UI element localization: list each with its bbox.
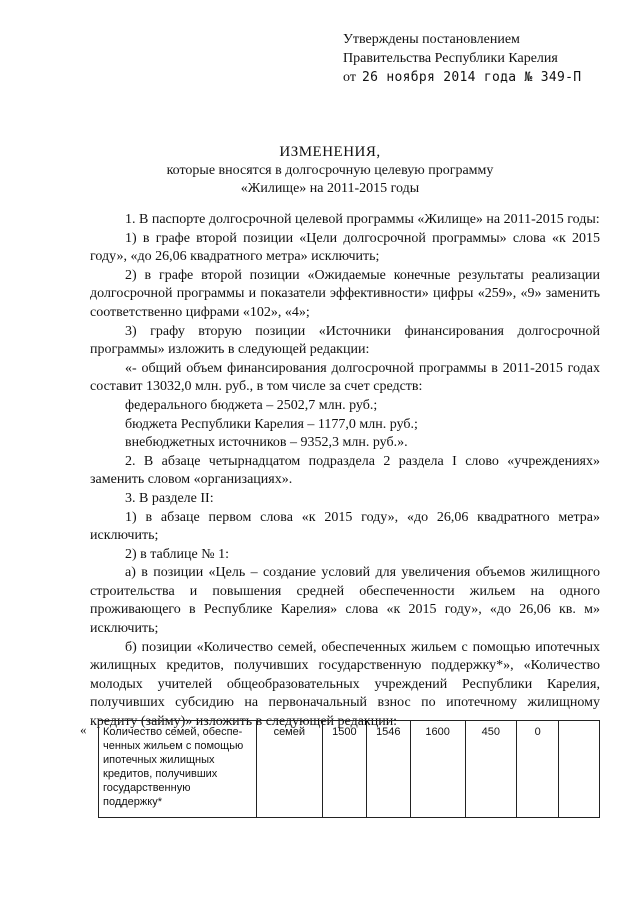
approval-stamp bbox=[343, 30, 581, 87]
table-row bbox=[99, 721, 600, 818]
heading-subtitle-1: которые вносятся в долгосрочную целевую программу bbox=[166, 163, 494, 178]
approval-date-prefix: от bbox=[343, 70, 356, 85]
indicator-name-cell: Количество семей, обеспе-ченных жильем с помощью ипотечных жилищных кредитов, получивших государственную поддержку* bbox=[99, 721, 257, 818]
paragraph: а) в позиции «Цель – создание условий для увеличения объемов жилищного строительства и повышения средней обеспеченности жильем на одного проживающего в Республике Карелия» слова «к 2015 году», «до 26,06 кв. м» исключить; bbox=[90, 565, 600, 637]
value-cell-2015: 0 bbox=[517, 721, 559, 818]
table-open-quote: « bbox=[80, 722, 87, 737]
indicator-table bbox=[98, 720, 600, 818]
paragraph: 2. В абзаце четырнадцатом подраздела 2 раздела I слово «учреждениях» заменить словом «организациях». bbox=[90, 453, 600, 488]
paragraph: внебюджетных источников – 9352,3 млн. руб.». bbox=[125, 435, 408, 451]
unit-cell: семей bbox=[256, 721, 322, 818]
value-cell-2011: 1500 bbox=[322, 721, 366, 818]
heading-subtitle-2: «Жилище» на 2011-2015 годы bbox=[240, 181, 420, 196]
paragraph: 2) в графе второй позиции «Ожидаемые конечные результаты реализации долгосрочной программы и показатели эффективности» цифры «259», «9» заменить соответственно цифрами «102», «4»; bbox=[90, 267, 600, 320]
paragraph: 1. В паспорте долгосрочной целевой программы «Жилище» на 2011-2015 годы: bbox=[125, 212, 600, 227]
paragraph: 3) графу вторую позиции «Источники финансирования долгосрочной программы» изложить в следующей редакции: bbox=[90, 323, 600, 358]
paragraph: 3. В разделе II: bbox=[125, 490, 214, 506]
paragraph: 2) в таблице № 1: bbox=[125, 546, 229, 562]
document-body bbox=[90, 211, 600, 732]
value-cell-2014: 450 bbox=[465, 721, 516, 818]
paragraph: федерального бюджета – 2502,7 млн. руб.; bbox=[125, 397, 378, 413]
value-cell-2012: 1546 bbox=[366, 721, 410, 818]
paragraph: 1) в абзаце первом слова «к 2015 году», «до 26,06 квадратного метра» исключить; bbox=[90, 509, 600, 544]
document-heading bbox=[60, 143, 600, 198]
empty-cell bbox=[559, 721, 600, 818]
value-cell-2013: 1600 bbox=[410, 721, 465, 818]
paragraph: бюджета Республики Карелия – 1177,0 млн. руб.; bbox=[125, 416, 418, 432]
paragraph: «- общий объем финансирования долгосрочной программы в 2011-2015 годах составит 13032,0 млн. руб., в том числе за счет средств: bbox=[90, 360, 600, 395]
approval-date-value: 26 ноября 2014 года № 349-П bbox=[361, 70, 582, 85]
heading-title: ИЗМЕНЕНИЯ, bbox=[279, 144, 381, 160]
approval-line-1: Утверждены постановлением bbox=[343, 32, 520, 47]
paragraph: 1) в графе второй позиции «Цели долгосрочной программы» слова «к 2015 году», «до 26,06 квадратного метра» исключить; bbox=[90, 230, 600, 265]
approval-date-line bbox=[343, 68, 581, 87]
paragraph: б) позиции «Количество семей, обеспеченных жильем с помощью ипотечных жилищных кредитов, получивших государственную поддержку*», «Количество молодых учителей общеобразовательных учреждений Республики Карелия, получивших субсидию на первоначальный взнос по ипотечному жилищному кредиту (займу)» изложить в следующей редакции: bbox=[90, 639, 600, 730]
approval-line-2: Правительства Республики Карелия bbox=[343, 51, 558, 66]
